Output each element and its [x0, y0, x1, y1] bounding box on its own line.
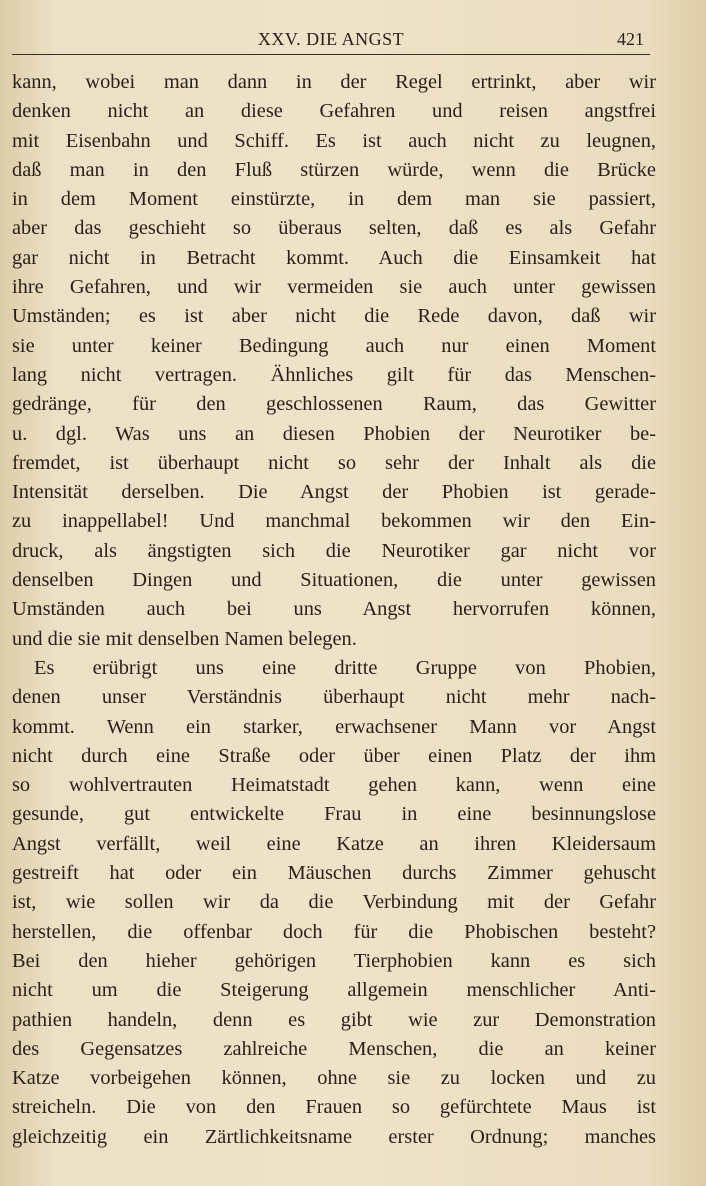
text-line: gedränge, für den geschlossenen Raum, das Gewitter [12, 393, 656, 416]
text-line: gesunde, gut entwickelte Frau in eine besinnungslose [12, 803, 656, 826]
text-line: aber das geschieht so überaus selten, daß es als Gefahr [12, 217, 656, 240]
text-line: denselben Dingen und Situationen, die unter gewissen [12, 569, 656, 592]
text-line: ihre Gefahren, und wir vermeiden sie auch unter gewissen [12, 276, 656, 299]
page-number: 421 [617, 29, 644, 49]
text-line: pathien handeln, denn es gibt wie zur Demonstration [12, 1008, 656, 1031]
paragraph-first-line: Es erübrigt uns eine dritte Gruppe von Phobien, [34, 656, 656, 679]
text-line: nicht um die Steigerung allgemein menschlicher Anti- [12, 979, 656, 1002]
text-line: gleichzeitig ein Zärtlichkeitsname erster Ordnung; manches [12, 1125, 656, 1148]
text-line: denen unser Verständnis überhaupt nicht mehr nach- [12, 686, 656, 709]
text-line: zu inappellabel! Und manchmal bekommen wir den Ein- [12, 510, 656, 533]
text-line: fremdet, ist überhaupt nicht so sehr der Inhalt als die [12, 451, 656, 474]
text-line: sie unter keiner Bedingung auch nur einen Moment [12, 334, 656, 357]
text-line: Katze vorbeigehen können, ohne sie zu locken und zu [12, 1067, 656, 1090]
running-title: XXV. DIE ANGST [257, 29, 405, 49]
text-line: gar nicht in Betracht kommt. Auch die Einsamkeit hat [12, 246, 656, 269]
text-line: gestreift hat oder ein Mäuschen durchs Zimmer gehuscht [12, 862, 656, 885]
text-line: lang nicht vertragen. Ähnliches gilt für das Menschen- [12, 363, 656, 386]
text-line: in dem Moment einstürzte, in dem man sie passiert, [12, 188, 656, 211]
text-line: kann, wobei man dann in der Regel ertrinkt, aber wir [12, 71, 656, 93]
text-line: mit Eisenbahn und Schiff. Es ist auch nicht zu leugnen, [12, 129, 656, 152]
text-line: Umständen auch bei uns Angst hervorrufen können, [12, 598, 656, 621]
text-line: denken nicht an diese Gefahren und reisen angstfrei [12, 100, 656, 123]
body-text [12, 68, 656, 1152]
text-line: Bei den hieher gehörigen Tierphobien kann es sich [12, 949, 656, 972]
paragraph-last-line: und die sie mit denselben Namen belegen. [12, 627, 357, 650]
text-line: Intensität derselben. Die Angst der Phobien ist gerade- [12, 481, 656, 504]
text-line: druck, als ängstigten sich die Neurotiker gar nicht vor [12, 539, 656, 562]
text-line: herstellen, die offenbar doch für die Phobischen besteht? [12, 920, 656, 943]
text-line: nicht durch eine Straße oder über einen Platz der ihm [12, 744, 656, 767]
text-line: so wohlvertrauten Heimatstadt gehen kann, wenn eine [12, 774, 656, 797]
text-line: ist, wie sollen wir da die Verbindung mit der Gefahr [12, 891, 656, 914]
text-line: des Gegensatzes zahlreiche Menschen, die an keiner [12, 1037, 656, 1060]
text-line: daß man in den Fluß stürzen würde, wenn die Brücke [12, 158, 656, 181]
text-line: streicheln. Die von den Frauen so gefürchtete Maus ist [12, 1096, 656, 1119]
text-line: Umständen; es ist aber nicht die Rede davon, daß wir [12, 305, 656, 328]
text-line: u. dgl. Was uns an diesen Phobien der Neurotiker be- [12, 422, 656, 445]
text-line: Angst verfällt, weil eine Katze an ihren Kleidersaum [12, 832, 656, 855]
text-line: kommt. Wenn ein starker, erwachsener Mann vor Angst [12, 715, 656, 738]
page-header [12, 26, 650, 55]
